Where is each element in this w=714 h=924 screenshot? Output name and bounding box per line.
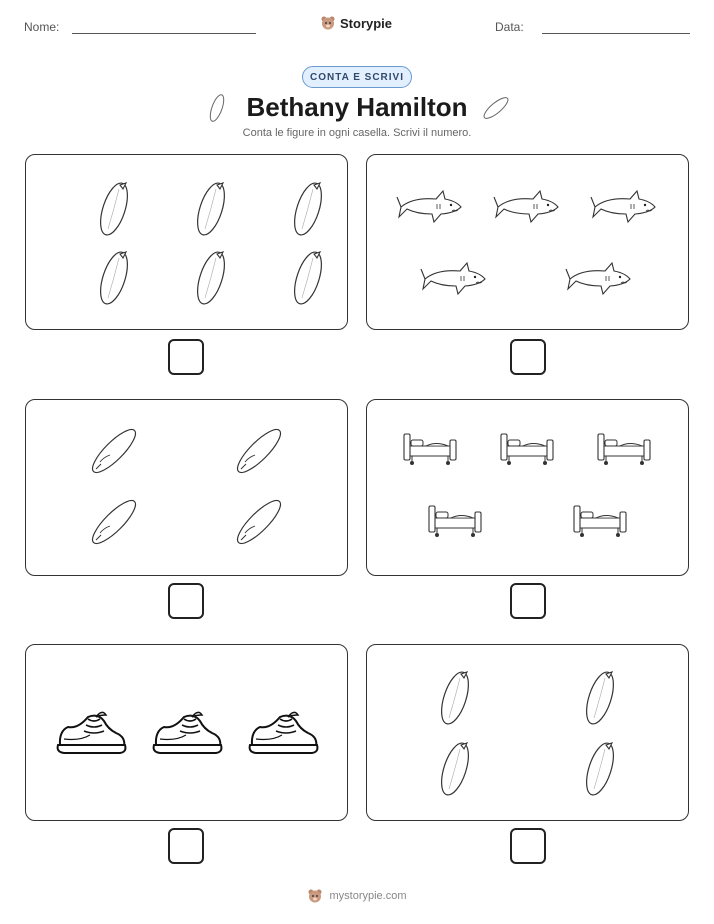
surfboard-icon: [232, 424, 286, 478]
shark-icon: [566, 263, 630, 294]
surfboard-icon: [289, 180, 327, 238]
page-title: Bethany Hamilton: [246, 92, 468, 122]
panel-1-figures: [26, 155, 346, 328]
surfboard-icon: [95, 249, 133, 307]
count-panel-4: [366, 399, 689, 576]
surfboard-icon: [232, 495, 286, 549]
shark-icon: [421, 263, 485, 294]
footer: [0, 888, 714, 904]
instructions: Conta le figure in ogni casella. Scrivi il numero.: [242, 127, 472, 139]
hospital-bed-icon: [429, 506, 481, 537]
count-panel-6: [366, 644, 689, 821]
hospital-bed-icon: [574, 506, 626, 537]
footer-site[interactable]: mystorypie.com: [329, 890, 407, 902]
surfboard-icon: [289, 249, 327, 307]
shark-icon: [397, 191, 461, 222]
surfboard-icon: [581, 669, 619, 727]
storypie-logo: [320, 12, 400, 34]
sneaker-icon: [250, 712, 318, 753]
count-panel-1: [25, 154, 348, 330]
shark-icon: [494, 191, 558, 222]
surfboard-icon: [480, 92, 512, 124]
count-panel-3: [25, 399, 348, 576]
surfboard-icon: [192, 180, 230, 238]
activity-badge: CONTA E SCRIVI: [302, 66, 412, 88]
hospital-bed-icon: [404, 434, 456, 465]
answer-box-1[interactable]: [168, 339, 204, 375]
surfboard-icon: [436, 740, 474, 798]
count-panel-5: [25, 644, 348, 821]
sneaker-icon: [58, 712, 126, 753]
surfboard-icon: [192, 249, 230, 307]
hospital-bed-icon: [598, 434, 650, 465]
date-line[interactable]: [542, 33, 690, 34]
count-panel-2: [366, 154, 689, 330]
answer-box-2[interactable]: [510, 339, 546, 375]
panel-4-figures: [367, 400, 687, 574]
sneaker-icon: [154, 712, 222, 753]
answer-box-6[interactable]: [510, 828, 546, 864]
name-line[interactable]: [72, 33, 256, 34]
panel-6-figures: [367, 645, 687, 819]
bear-icon: [320, 15, 336, 31]
bear-icon: [307, 888, 323, 904]
surfboard-icon: [87, 495, 141, 549]
surfboard-icon: [95, 180, 133, 238]
answer-box-3[interactable]: [168, 583, 204, 619]
surfboard-icon: [436, 669, 474, 727]
logo-text: Storypie: [340, 15, 393, 31]
surfboard-icon: [87, 424, 141, 478]
date-label: Data:: [495, 20, 524, 34]
surfboard-icon: [581, 740, 619, 798]
answer-box-4[interactable]: [510, 583, 546, 619]
panel-2-figures: [367, 155, 687, 328]
name-label: Nome:: [24, 20, 60, 34]
answer-box-5[interactable]: [168, 828, 204, 864]
panel-5-figures: [26, 645, 346, 819]
hospital-bed-icon: [501, 434, 553, 465]
shark-icon: [591, 191, 655, 222]
panel-3-figures: [26, 400, 346, 574]
